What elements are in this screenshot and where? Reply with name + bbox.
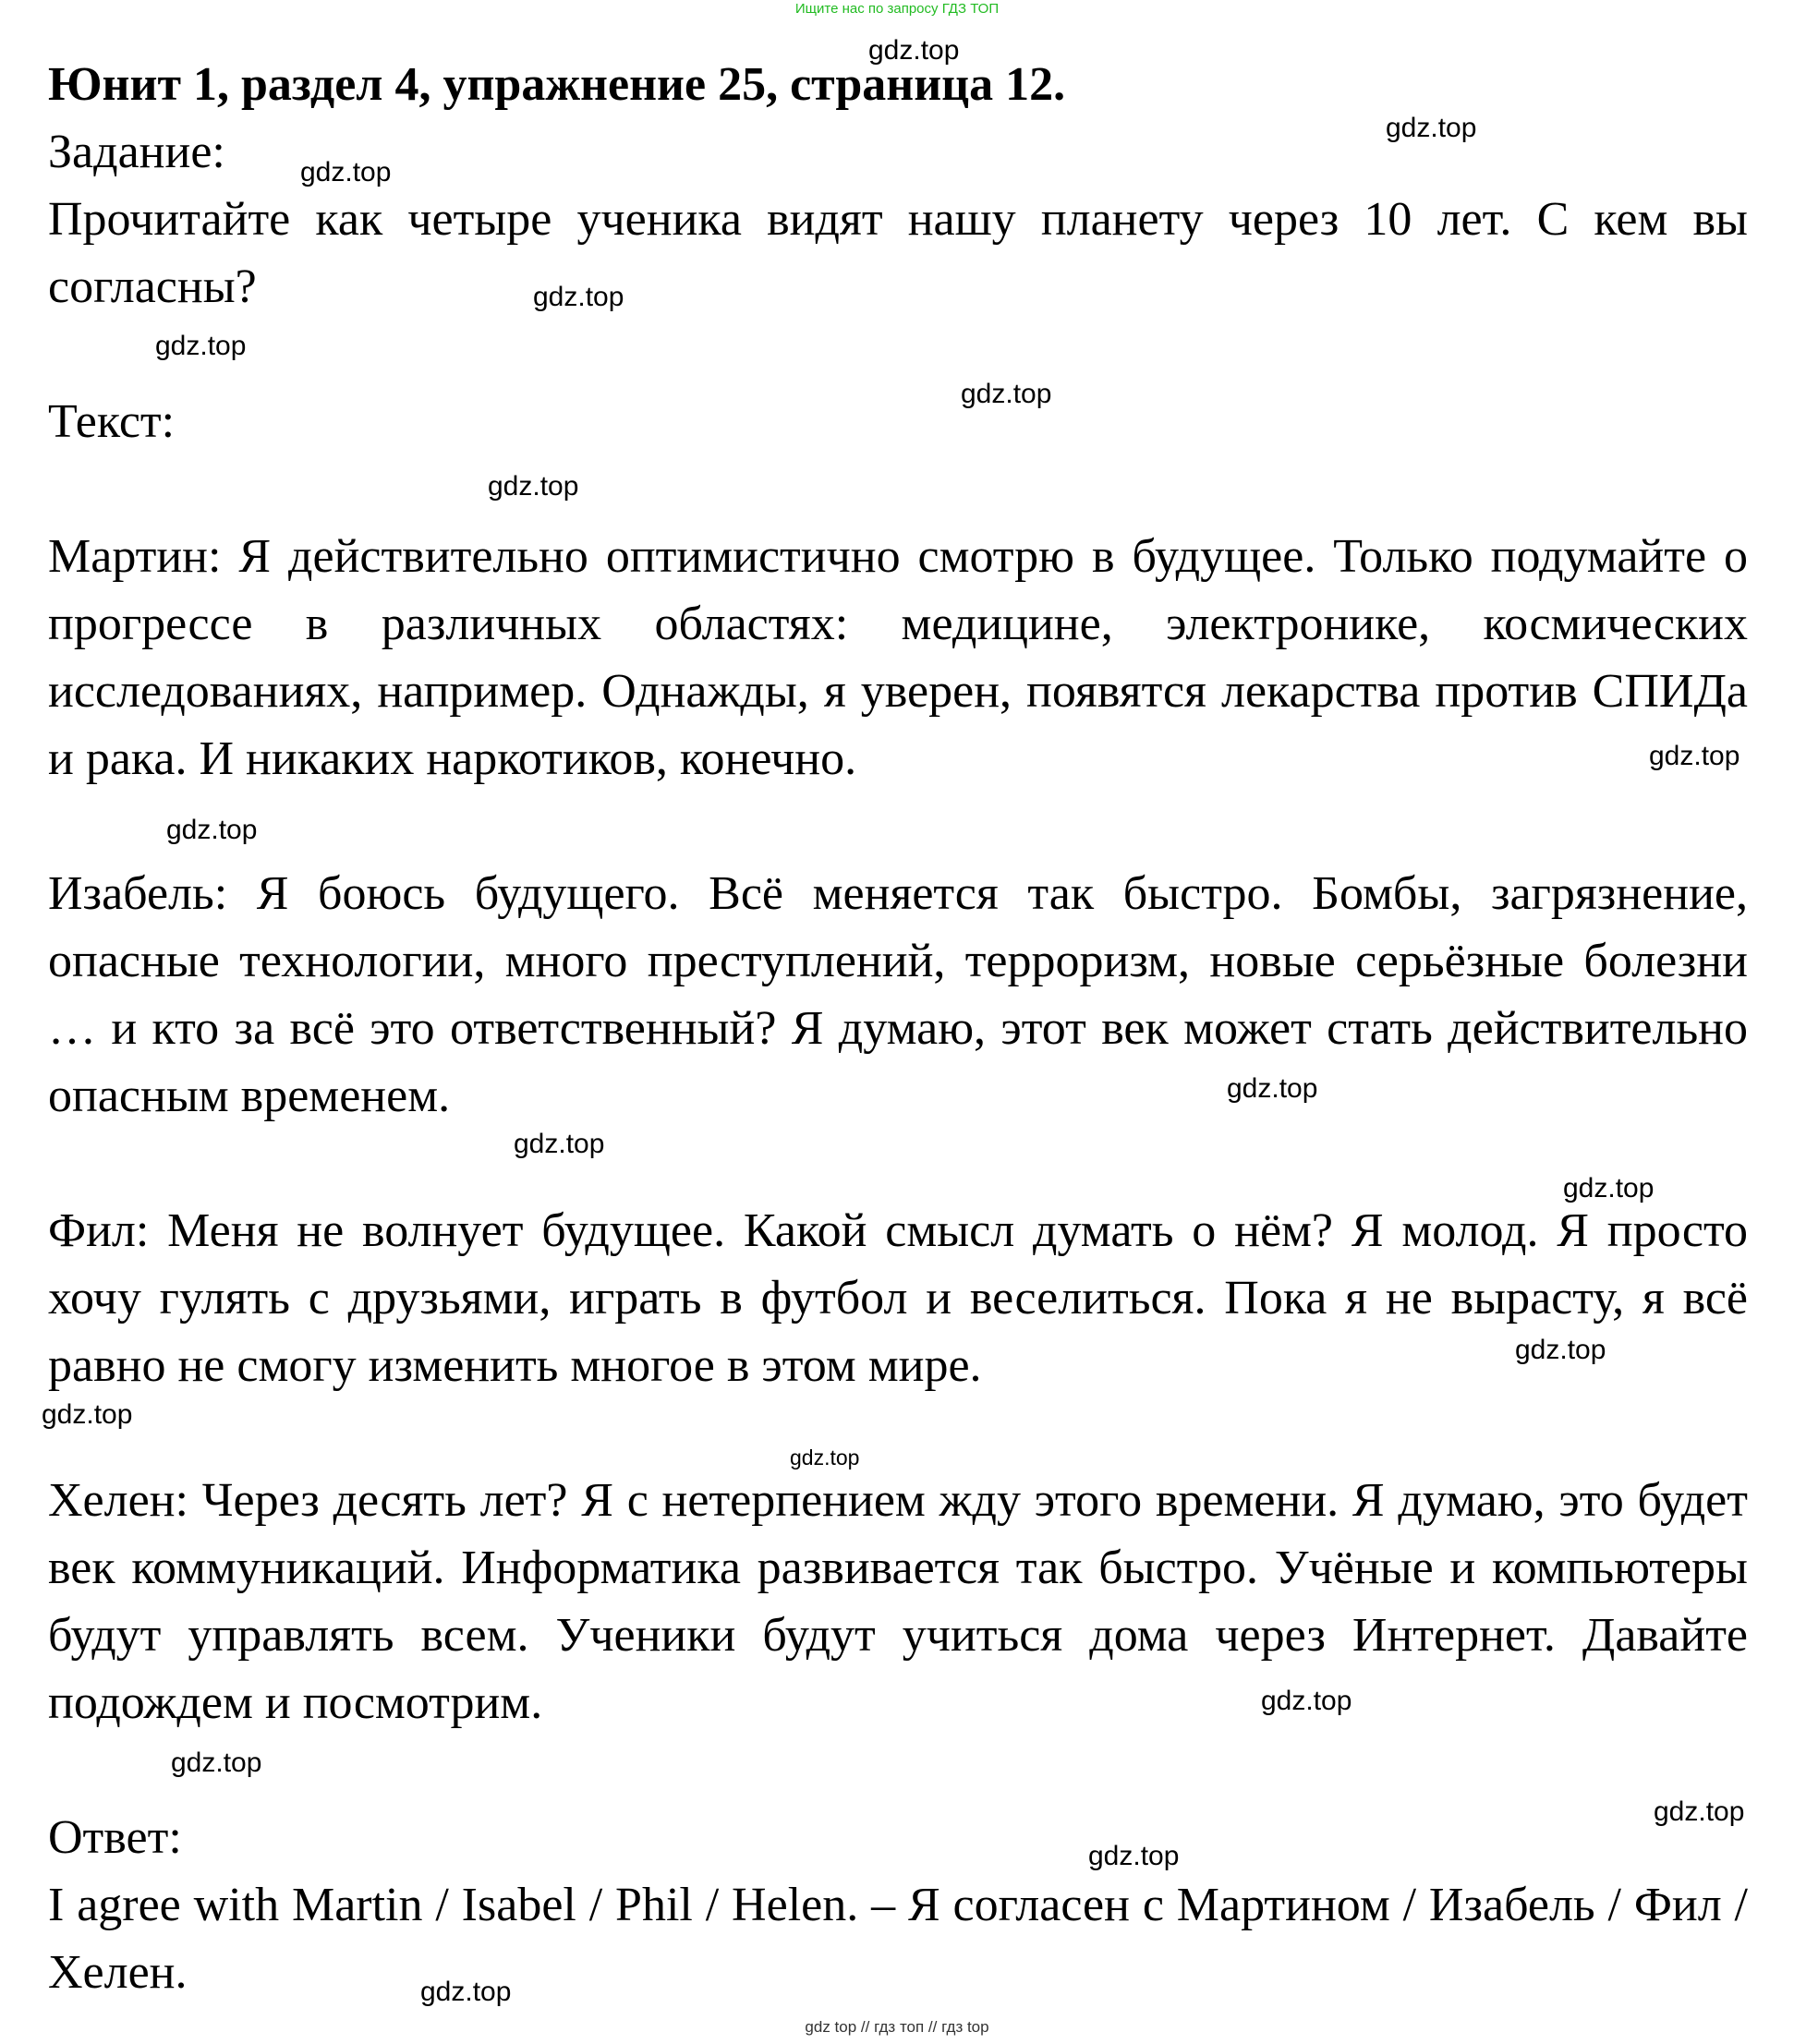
watermark: gdz.top bbox=[1386, 113, 1477, 143]
document-body bbox=[48, 51, 1748, 2006]
watermark: gdz.top bbox=[171, 1748, 262, 1778]
watermark: gdz.top bbox=[868, 35, 960, 66]
answer-text: I agree with Martin / Isabel / Phil / Helen. – Я согласен с Мартином / Изабель / Фил / Хелен. bbox=[48, 1879, 1748, 1999]
watermark: gdz.top bbox=[790, 1445, 860, 1470]
watermark: gdz.top bbox=[1649, 741, 1740, 771]
answer-label: Ответ: bbox=[48, 1811, 182, 1864]
task-label: Задание: bbox=[48, 126, 225, 178]
watermark: gdz.top bbox=[42, 1399, 133, 1430]
footer-watermark: gdz top // гдз топ // гдз top bbox=[805, 2018, 989, 2036]
watermark: gdz.top bbox=[1563, 1173, 1655, 1203]
watermark: gdz.top bbox=[1261, 1686, 1352, 1716]
paragraph-helen: Хелен: Через десять лет? Я с нетерпением жду этого времени. Я думаю, это будет век коммуникаций. Информатика развивается так быстро. Учёные и компьютеры будут управлять всем. Ученики будут учиться дома через Интернет. Давайте подождем и посмотрим. bbox=[48, 1474, 1748, 1729]
watermark: gdz.top bbox=[155, 331, 247, 361]
watermark: gdz.top bbox=[1227, 1073, 1318, 1104]
watermark: gdz.top bbox=[420, 1977, 512, 2007]
watermark: gdz.top bbox=[1088, 1841, 1180, 1871]
text-label: Текст: bbox=[48, 395, 176, 448]
top-banner: Ищите нас по запросу ГДЗ ТОП bbox=[794, 1, 1000, 17]
watermark: gdz.top bbox=[300, 157, 392, 187]
watermark: gdz.top bbox=[961, 379, 1052, 409]
watermark: gdz.top bbox=[1654, 1796, 1745, 1827]
task-text: Прочитайте как четыре ученика видят нашу планету через 10 лет. С кем вы согласны? bbox=[48, 193, 1748, 313]
watermark: gdz.top bbox=[533, 282, 624, 312]
watermark: gdz.top bbox=[166, 815, 258, 845]
watermark: gdz.top bbox=[488, 471, 579, 502]
page-title: Юнит 1, раздел 4, упражнение 25, страница 12. bbox=[48, 58, 1066, 111]
paragraph-phil: Фил: Меня не волнует будущее. Какой смысл думать о нём? Я молод. Я просто хочу гулять с друзьями, играть в футбол и веселиться. Пока я не вырасту, я всё равно не смогу изменить многое в этом мире. bbox=[48, 1204, 1748, 1392]
watermark: gdz.top bbox=[1515, 1335, 1606, 1365]
watermark: gdz.top bbox=[514, 1129, 605, 1159]
paragraph-isabel: Изабель: Я боюсь будущего. Всё меняется так быстро. Бомбы, загрязнение, опасные технологии, много преступлений, терроризм, новые серьёзные болезни … и кто за всё это ответственный? Я думаю, этот век может стать действительно опасным временем. bbox=[48, 867, 1748, 1122]
paragraph-martin: Мартин: Я действительно оптимистично смотрю в будущее. Только подумайте о прогрессе в различных областях: медицине, электронике, космических исследованиях, например. Однажды, я уверен, появятся лекарства против СПИДа и рака. И никаких наркотиков, конечно. bbox=[48, 530, 1748, 785]
